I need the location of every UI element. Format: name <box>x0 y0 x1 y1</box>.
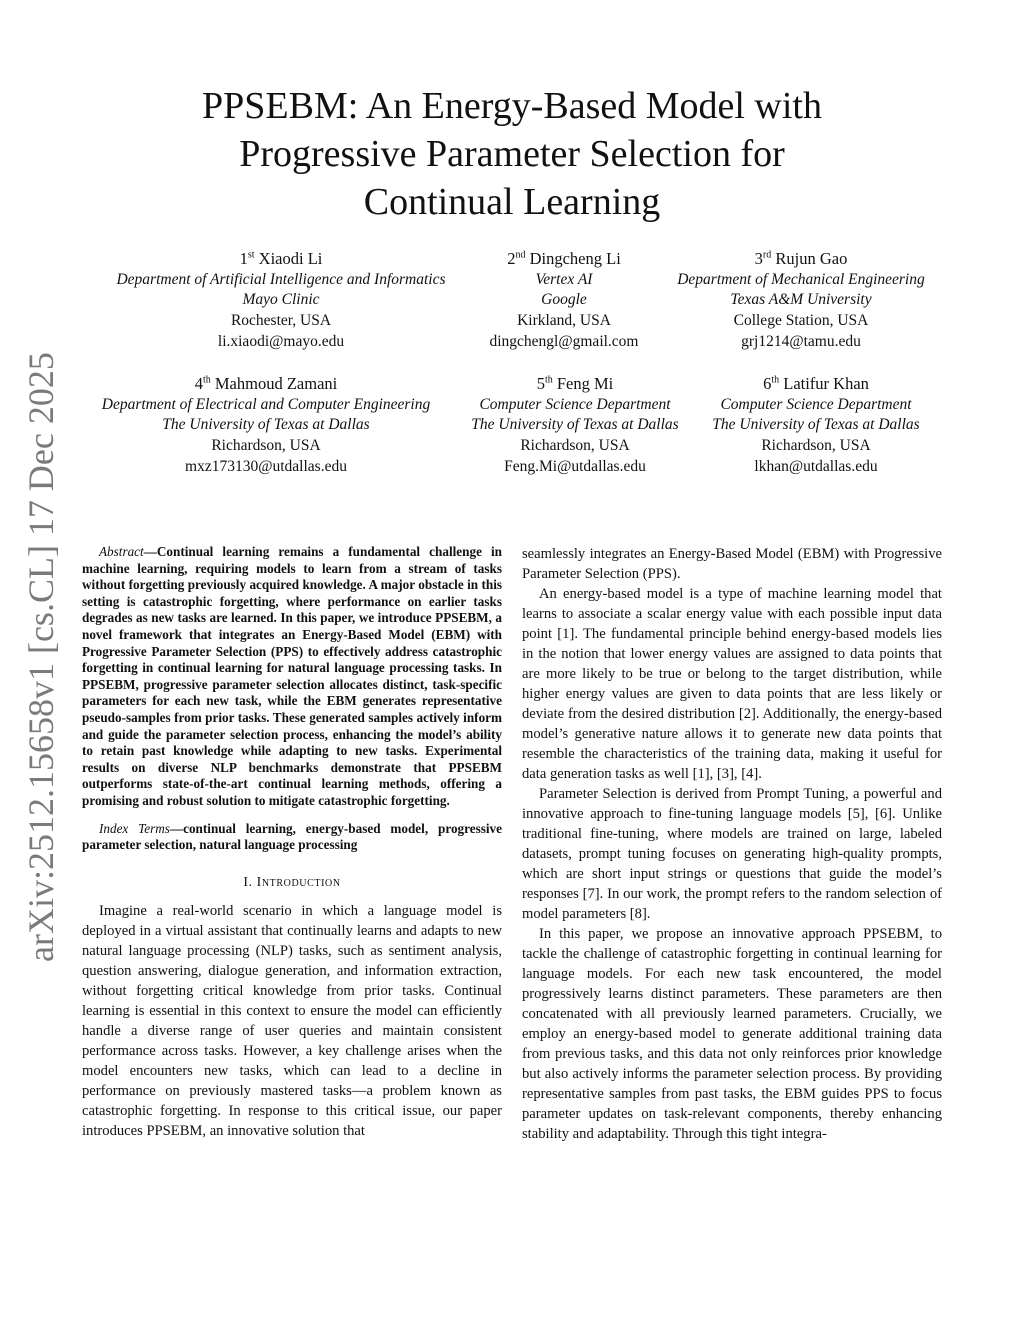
author-department: Computer Science Department <box>479 395 671 413</box>
author-organization: Google <box>541 291 587 309</box>
author-email: dingchengl@gmail.com <box>489 332 639 350</box>
right-column <box>522 544 942 1144</box>
author-email: grj1214@tamu.edu <box>741 332 861 350</box>
author-block-3 <box>660 249 942 353</box>
author-department: Department of Electrical and Computer Engineering <box>101 395 431 413</box>
author-organization: The University of Texas at Dallas <box>471 416 679 434</box>
author-organization: Mayo Clinic <box>242 291 320 309</box>
author-email: mxz173130@utdallas.edu <box>185 457 347 475</box>
author-department: Vertex AI <box>535 270 593 288</box>
section-heading-introduction: I. Introduction <box>243 873 341 889</box>
paragraph-energy-based-model: An energy-based model is a type of machine learning model that learns to associate a scalar energy value with each possible input data point [1]. The fundamental principle behind energy-based models lies in the notion that lower energy values are assigned to data points that are more likely to be true or belong to the target distribution, while higher energy values are given to data points that are less likely or deviate from the desired distribution [2]. Additionally, the energy-based model’s generative nature allows it to generate new data points that resemble the characteristics of the training data, making it useful for data generation tasks as well [1], [3], [4]. <box>522 586 942 782</box>
author-location: Rochester, USA <box>230 312 332 330</box>
author-email: li.xiaodi@mayo.edu <box>217 332 345 350</box>
author-organization: Texas A&M University <box>730 291 872 309</box>
author-name: 4th Mahmoud Zamani <box>194 374 338 393</box>
author-name: 6th Latifur Khan <box>763 374 869 393</box>
index-terms-text: —continual learning, energy-based model, progressive parameter selection, natural language processing <box>82 820 502 853</box>
author-department: Computer Science Department <box>720 395 912 413</box>
arxiv-identifier: arXiv:2512.15658v1 [cs.CL] 17 Dec 2025 <box>21 352 61 962</box>
author-block-6 <box>696 374 936 478</box>
title-line-3: Continual Learning <box>363 181 661 223</box>
title-line-1: PPSEBM: An Energy-Based Model with <box>202 85 822 127</box>
index-terms-label: Index Terms <box>99 820 170 836</box>
author-location: Richardson, USA <box>520 437 630 455</box>
abstract-text: —Continual learning remains a fundamental challenge in machine learning, requiring models to learn from a stream of tasks without forgetting previously acquired knowledge. A major obstacle in this setting is catastrophic forgetting, where performance on earlier tasks degrades as new tasks are learned. In this paper, we introduce PPSEBM, a novel framework that integrates an Energy-Based Model (EBM) with Progressive Parameter Selection (PPS) to effectively address catastrophic forgetting in continual learning for natural language processing tasks. In PPSEBM, progressive parameter selection allocates distinct, task-specific parameters for each new task, while the EBM generates representative pseudo-samples from prior tasks. These generated samples actively inform and guide the parameter selection process, enhancing the model’s ability to retain past knowledge while adapting to new tasks. Experimental results on diverse NLP benchmarks demonstrate that PPSEBM outperforms state-of-the-art continual learning methods, offering a promising and robust solution to mitigate catastrophic forgetting. <box>82 544 502 808</box>
author-location: College Station, USA <box>733 312 869 330</box>
author-organization: The University of Texas at Dallas <box>712 416 920 434</box>
intro-paragraph: Imagine a real-world scenario in which a language model is deployed in a virtual assistant that continually learns and adapts to new natural language processing (NLP) tasks, such as sentiment analysis, question answering, dialogue generation, and information extraction, without forgetting critical knowledge from prior tasks. Continual learning is essential in this context to ensure the model can efficiently handle a diverse range of user queries and maintain consistent performance across tasks. However, a key challenge arises when the model encounters new tasks, which can lead to a decline in performance on previously mastered tasks—a problem known as catastrophic forgetting. In response to this critical issue, our paper introduces PPSEBM, an innovative solution that <box>82 902 502 1139</box>
paragraph-proposed-approach: In this paper, we propose an innovative approach PPSEBM, to tackle the challenge of catastrophic forgetting in continual learning for language models. For each new task encountered, the model progressively learns distinct parameters. These parameters are then concatenated with all previously learned parameters. Crucially, we employ an energy-based model to generate additional training data from previous tasks, and this data not only reinforces prior knowledge but also actively informs the parameter selection process. By providing representative samples from past tasks, the EBM guides PPS to focus parameter updates on task-relevant components, thereby enhancing stability and adaptability. Through this tight integra- <box>522 926 942 1142</box>
paragraph-continuation: seamlessly integrates an Energy-Based Model (EBM) with Progressive Parameter Selection (PPS). <box>522 546 942 582</box>
author-block-2 <box>470 249 658 353</box>
abstract <box>82 544 502 810</box>
author-name: 5th Feng Mi <box>536 374 614 393</box>
author-email: lkhan@utdallas.edu <box>754 457 878 475</box>
abstract-label: Abstract <box>99 544 144 559</box>
paper-title <box>100 82 924 226</box>
author-block-4 <box>80 374 452 478</box>
author-name: 3rd Rujun Gao <box>754 249 848 268</box>
author-name: 2nd Dingcheng Li <box>507 249 621 268</box>
author-organization: The University of Texas at Dallas <box>162 416 370 434</box>
author-department: Department of Artificial Intelligence and Informatics <box>116 270 446 288</box>
author-location: Kirkland, USA <box>517 312 611 330</box>
left-column <box>82 544 502 1141</box>
title-line-2: Progressive Parameter Selection for <box>239 133 785 175</box>
author-email: Feng.Mi@utdallas.edu <box>504 457 646 475</box>
author-location: Richardson, USA <box>211 437 321 455</box>
paragraph-parameter-selection: Parameter Selection is derived from Prompt Tuning, a powerful and innovative approach to fine-tuning language models [5], [6]. Unlike traditional fine-tuning, where models are trained on large, labeled datasets, prompt tuning focuses on generating high-quality prompts, which are short input strings or questions that guide the model’s responses [7]. In our work, the prompt refers to the random selection of model parameters [8]. <box>522 786 942 922</box>
index-terms <box>82 821 502 854</box>
author-department: Department of Mechanical Engineering <box>677 270 925 288</box>
author-name: 1st Xiaodi Li <box>239 249 323 268</box>
author-block-1 <box>100 249 462 353</box>
author-location: Richardson, USA <box>761 437 871 455</box>
author-block-5 <box>456 374 694 478</box>
